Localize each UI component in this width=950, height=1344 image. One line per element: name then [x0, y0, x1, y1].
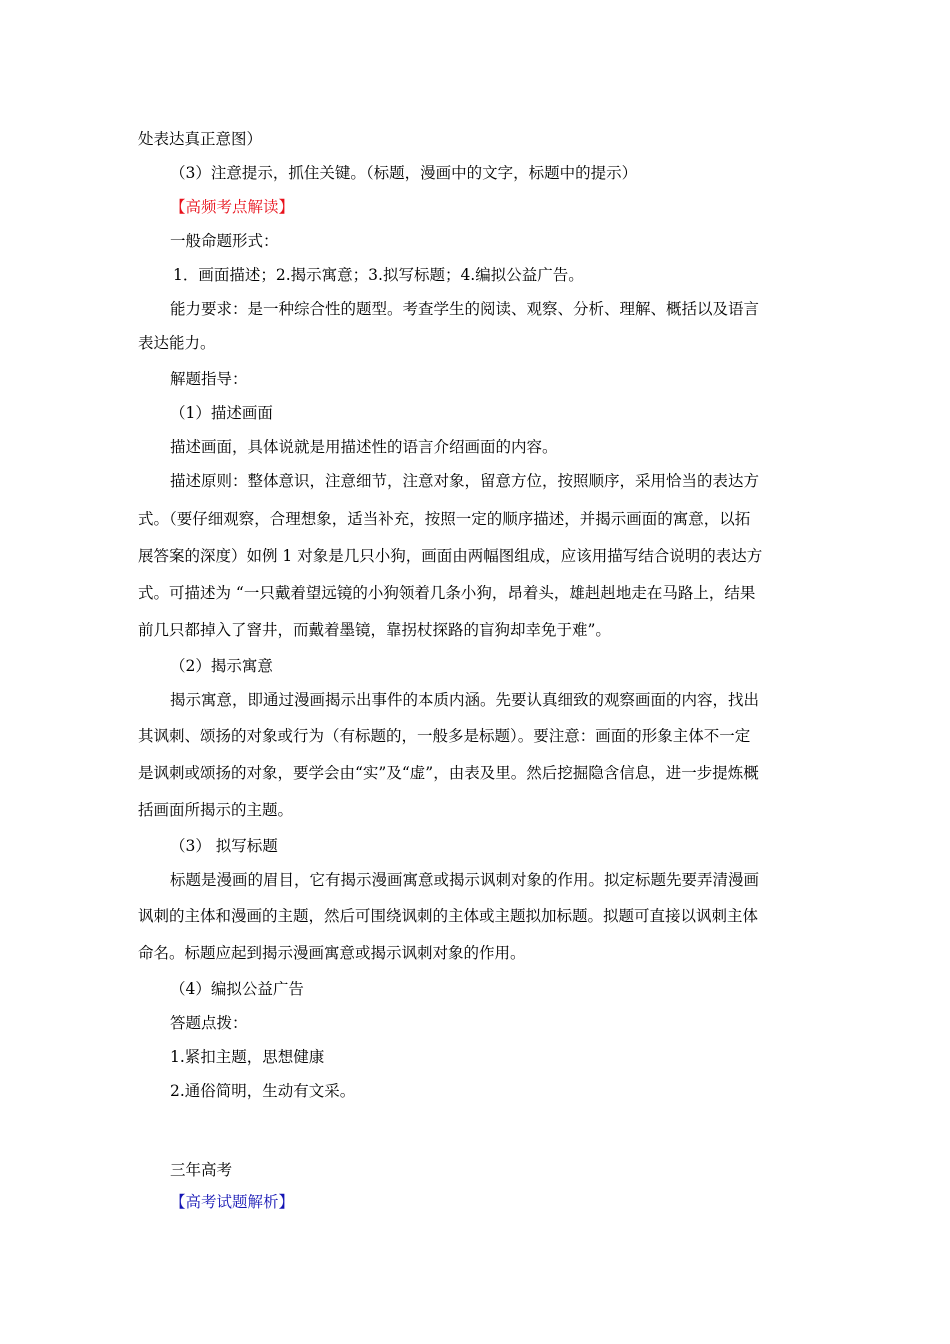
text-line: （3）注意提示，抓住关键。（标题，漫画中的文字，标题中的提示）: [170, 164, 638, 182]
text-line: 解题指导：: [170, 370, 248, 388]
text-line: 命名。标题应起到揭示漫画寓意或揭示讽刺对象的作用。: [138, 944, 526, 962]
text-line: 一般命题形式：: [170, 232, 279, 250]
text-line: 能力要求：是一种综合性的题型。考查学生的阅读、观察、分析、理解、概括以及语言: [170, 300, 760, 318]
text-line: 式。可描述为 “一只戴着望远镜的小狗领着几条小狗，昂着头，雄赳赳地走在马路上，结果: [138, 584, 756, 602]
section-heading-blue: 【高考试题解析】: [170, 1193, 295, 1211]
text-line: 揭示寓意，即通过漫画揭示出事件的本质内涵。先要认真细致的观察画面的内容，找出: [170, 691, 760, 709]
text-line: 三年高考: [170, 1161, 233, 1179]
text-line: 其讽刺、颂扬的对象或行为（有标题的，一般多是标题）。要注意：画面的形象主体不一定: [138, 727, 751, 745]
text-line: 1．画面描述；2.揭示寓意；3.拟写标题；4.编拟公益广告。: [173, 266, 584, 284]
text-line: （3） 拟写标题: [170, 837, 278, 855]
text-line: （4）编拟公益广告: [170, 980, 304, 998]
text-line: （2）揭示寓意: [170, 657, 273, 675]
text-line: （1）描述画面: [170, 404, 273, 422]
text-line: 括画面所揭示的主题。: [138, 801, 294, 819]
text-line: 2.通俗简明，生动有文采。: [170, 1082, 356, 1100]
text-line: 展答案的深度）如例 1 对象是几只小狗，画面由两幅图组成，应该用描写结合说明的表达方: [138, 547, 763, 565]
text-line: 标题是漫画的眉目，它有揭示漫画寓意或揭示讽刺对象的作用。拟定标题先要弄清漫画: [170, 871, 760, 889]
text-line: 答题点拨：: [170, 1014, 248, 1032]
section-heading-red: 【高频考点解读】: [170, 198, 295, 216]
text-line: 处表达真正意图）: [138, 130, 263, 148]
text-line: 讽刺的主体和漫画的主题，然后可围绕讽刺的主体或主题拟加标题。拟题可直接以讽刺主体: [138, 907, 759, 925]
text-line: 是讽刺或颂扬的对象，要学会由“实”及“虚”，由表及里。然后挖掘隐含信息，进一步提炼概: [138, 764, 759, 782]
text-line: 前几只都掉入了窨井，而戴着墨镜，靠拐杖探路的盲狗却幸免于难”。: [138, 621, 611, 639]
text-line: 表达能力。: [138, 334, 216, 352]
text-line: 描述原则：整体意识，注意细节，注意对象，留意方位，按照顺序，采用恰当的表达方: [170, 472, 760, 490]
text-line: 描述画面，具体说就是用描述性的语言介绍画面的内容。: [170, 438, 558, 456]
text-line: 式。（要仔细观察，合理想象，适当补充，按照一定的顺序描述，并揭示画面的寓意，以拓: [138, 510, 751, 528]
text-line: 1.紧扣主题，思想健康: [170, 1048, 325, 1066]
